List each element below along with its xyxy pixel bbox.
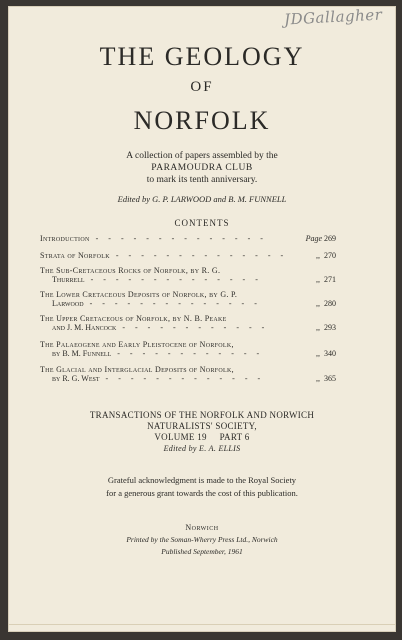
title-line-3: NORFOLK (133, 106, 271, 135)
editors: Edited by G. P. LARWOOD and B. M. FUNNELL (117, 194, 287, 204)
transactions-editor: Edited by E. A. ELLIS (163, 444, 241, 453)
acknowledgment-line-1: Grateful acknowledgment is made to the Royal Society (107, 475, 297, 485)
title-line-2: OF (190, 79, 214, 95)
toc-entry (40, 365, 336, 383)
toc-page: ,, 365 (316, 374, 336, 383)
toc-page: Page 269 (305, 234, 336, 243)
toc-entry (40, 340, 336, 358)
contents-heading: CONTENTS (174, 218, 230, 228)
toc-page: ,, 340 (316, 349, 336, 358)
collection-note (8, 150, 396, 186)
toc-title: The Palaeogene and Early Pleistocene of Norfolk, (40, 340, 234, 349)
collection-line-3: to mark its tenth anniversary. (146, 175, 258, 185)
transactions-line-2: NATURALISTS' SOCIETY, (147, 421, 257, 431)
toc-entry (40, 314, 336, 332)
toc-leader: - - - - - - - - - - - - (122, 323, 269, 332)
toc-leader: - - - - - - - - - - - - - - (115, 251, 288, 260)
title-line-1: THE GEOLOGY (99, 42, 305, 71)
toc-title-continued: by B. M. Funnell (52, 349, 112, 358)
collection-club: PARAMOUDRA CLUB (151, 163, 253, 173)
toc-title-continued: Larwood (52, 299, 84, 308)
toc-leader: - - - - - - - - - - - - - - (90, 275, 262, 284)
toc-leader: - - - - - - - - - - - - (117, 349, 264, 358)
toc-leader: - - - - - - - - - - - - - - (95, 234, 267, 243)
toc-title: Introduction (40, 234, 90, 243)
toc-page: ,, 280 (316, 299, 336, 308)
toc-title: The Upper Cretaceous of Norfolk, by N. B. Peake (40, 314, 227, 323)
toc-entry (40, 290, 336, 308)
collection-line-1: A collection of papers assembled by the (126, 151, 278, 161)
toc-leader: - - - - - - - - - - - - - - (89, 299, 261, 308)
acknowledgment-line-2: for a generous grant towards the cost of this publication. (106, 488, 298, 498)
toc-title-continued: and J. M. Hancock (52, 323, 117, 332)
transactions-volume: VOLUME 19 PART 6 (154, 432, 250, 442)
printer-line-1: Printed by the Soman-Wherry Press Ltd., Norwich (126, 535, 278, 544)
toc-title: The Sub-Cretaceous Rocks of Norfolk, by R. G. (40, 266, 221, 275)
page-crease (8, 624, 396, 625)
toc-title: Strata of Norfolk (40, 251, 110, 260)
toc-page: ,, 271 (316, 275, 336, 284)
toc-entry (40, 234, 336, 243)
toc-entry (40, 251, 336, 260)
transactions-line-1: TRANSACTIONS OF THE NORFOLK AND NORWICH (89, 410, 315, 420)
handwritten-signature: JDGallagher (283, 5, 383, 29)
transactions-block (8, 410, 396, 454)
toc-entry (40, 266, 336, 284)
toc-title: The Lower Cretaceous Deposits of Norfolk, by G. P. (40, 290, 238, 299)
toc-page: ,, 293 (316, 323, 336, 332)
printer-block (8, 522, 396, 558)
toc-leader: - - - - - - - - - - - - - (105, 374, 265, 383)
acknowledgment (8, 474, 396, 500)
toc-title-continued: by R. G. West (52, 374, 100, 383)
toc-title: The Glacial and Interglacial Deposits of Norfolk, (40, 365, 234, 374)
pamphlet-cover (8, 6, 396, 632)
published-date: Published September, 1961 (161, 547, 243, 556)
toc-title-continued: Thurrell (52, 275, 85, 284)
toc-page: ,, 270 (316, 251, 336, 260)
printer-city: Norwich (185, 523, 219, 532)
